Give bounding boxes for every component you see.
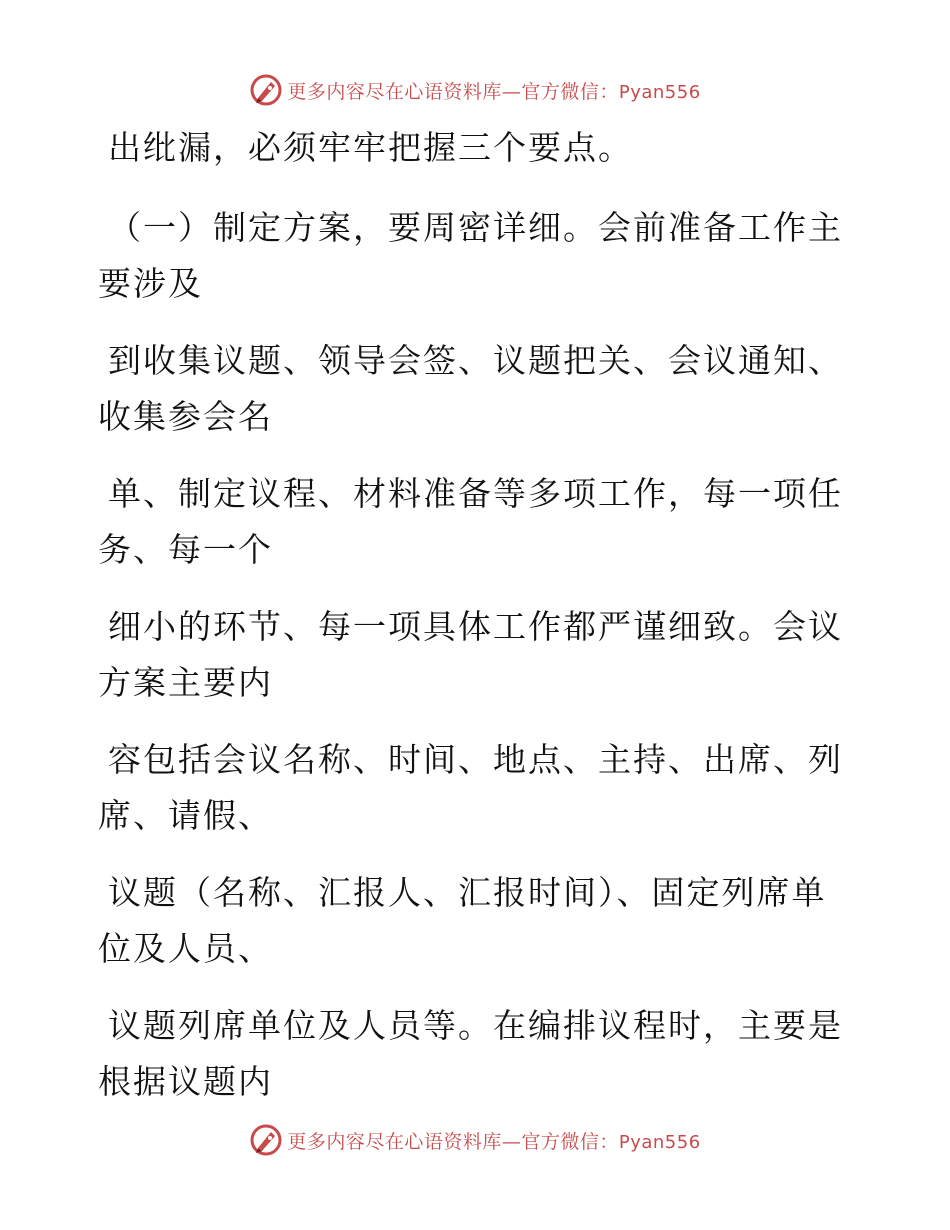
text-line: 出纰漏，必须牢牢把握三个要点。 bbox=[108, 128, 633, 167]
footer-watermark bbox=[0, 1120, 950, 1160]
document-body bbox=[98, 120, 843, 1110]
text-line: 细小的环节、每一项具体工作都严谨细致。会议 bbox=[108, 607, 843, 646]
pen-logo-icon bbox=[249, 1123, 283, 1157]
watermark-text: 更多内容尽在心语资料库—官方微信：Pyan556 bbox=[287, 80, 701, 103]
text-line: 议题列席单位及人员等。在编排议程时，主要是 bbox=[108, 1006, 843, 1045]
text-line: 容包括会议名称、时间、地点、主持、出席、列 bbox=[108, 740, 843, 779]
text-line: 收集参会名 bbox=[98, 397, 273, 436]
text-line: 席、请假、 bbox=[98, 796, 273, 835]
text-line: 方案主要内 bbox=[98, 663, 273, 702]
text-line: （一）制定方案，要周密详细。会前准备工作主 bbox=[108, 208, 843, 247]
pen-logo-icon bbox=[249, 73, 283, 107]
text-line: 单、制定议程、材料准备等多项工作，每一项任 bbox=[108, 474, 843, 513]
text-line: 到收集议题、领导会签、议题把关、会议通知、 bbox=[108, 341, 843, 380]
text-line: 要涉及 bbox=[98, 264, 203, 303]
text-line: 根据议题内 bbox=[98, 1062, 273, 1101]
text-line: 务、每一个 bbox=[98, 530, 273, 569]
header-watermark bbox=[0, 70, 950, 110]
watermark-text: 更多内容尽在心语资料库—官方微信：Pyan556 bbox=[287, 1130, 701, 1153]
text-line: 位及人员、 bbox=[98, 929, 273, 968]
text-line: 议题（名称、汇报人、汇报时间）、固定列席单 bbox=[108, 873, 827, 912]
